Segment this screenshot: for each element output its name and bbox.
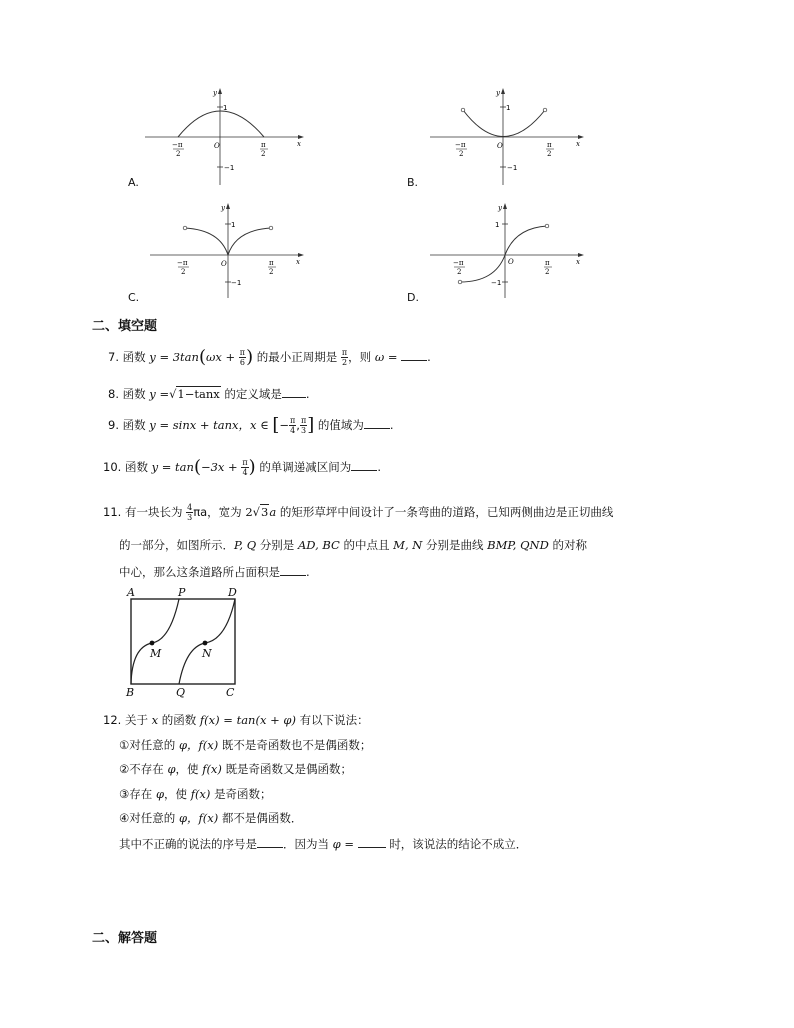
svg-text:−π: −π — [455, 141, 466, 149]
question-12-statement-1: ①对任意的 φ，f(x) 既不是奇函数也不是偶函数； — [119, 738, 372, 752]
svg-text:C: C — [226, 686, 235, 699]
svg-text:π: π — [269, 259, 274, 267]
svg-text:Q: Q — [176, 686, 186, 699]
svg-text:B: B — [126, 686, 135, 699]
question-11-line-3: 中心，那么这条道路所占面积是 . — [119, 565, 310, 579]
question-7: 7. 函数 y = 3tan(ωx + $\frac{\pi}{6}$ ) 的最小正周期是 $\frac{\pi}{2}$ ，则 ω = . — [108, 346, 431, 368]
svg-text:−π: −π — [453, 259, 464, 267]
svg-text:2: 2 — [545, 268, 550, 276]
question-11-line-2: 的一部分，如图所示．P, Q 分别是 AD, BC 的中点且 M, N 分别是曲线 BMP, QND 的对称 — [119, 538, 587, 552]
graph-a — [140, 85, 310, 190]
option-b-label: B. — [407, 176, 419, 189]
graph-d — [425, 200, 590, 300]
svg-text:−1: −1 — [224, 164, 235, 172]
svg-text:1: 1 — [495, 221, 500, 229]
svg-text:π: π — [261, 141, 266, 149]
q12-blank-2 — [358, 835, 386, 848]
graph-c — [145, 200, 310, 300]
svg-text:1: 1 — [223, 104, 228, 112]
graph-a-y-label: y — [213, 89, 217, 97]
question-8: 8. 函数 y =√1−tanx 的定义域是 . — [108, 387, 310, 401]
question-12-intro: 12. 关于 x 的函数 f(x) = tan(x + φ) 有以下说法： — [103, 713, 369, 727]
svg-text:−π: −π — [172, 141, 183, 149]
svg-text:π: π — [545, 259, 550, 267]
question-11-line-1: 11. 有一块长为 $\frac{4}{3}$ πa，宽为 2√3a 的矩形草坪中间设计了一条弯曲的道路，已知两侧曲边是正切曲线 — [103, 503, 614, 522]
svg-text:D: D — [228, 586, 237, 599]
svg-text:2: 2 — [176, 150, 181, 158]
q9-blank — [364, 416, 390, 429]
q12-blank-1 — [257, 835, 283, 848]
q10-blank — [351, 458, 377, 471]
svg-text:π: π — [547, 141, 552, 149]
svg-text:1: 1 — [506, 104, 511, 112]
svg-text:2: 2 — [261, 150, 266, 158]
svg-text:2: 2 — [547, 150, 552, 158]
svg-text:P: P — [178, 586, 186, 599]
question-12-statement-3: ③存在 φ，使 f(x) 是奇函数； — [119, 787, 272, 801]
svg-text:O: O — [497, 142, 503, 150]
svg-text:x: x — [576, 258, 580, 266]
q8-blank — [282, 385, 306, 398]
lawn-figure — [122, 585, 247, 700]
option-c-label: C. — [128, 291, 140, 304]
svg-text:x: x — [576, 140, 580, 148]
svg-text:O: O — [508, 258, 514, 266]
svg-text:y: y — [498, 204, 502, 212]
question-12-statement-4: ④对任意的 φ，f(x) 都不是偶函数． — [119, 811, 303, 825]
svg-text:A: A — [127, 586, 135, 599]
svg-text:−1: −1 — [507, 164, 518, 172]
svg-text:2: 2 — [459, 150, 464, 158]
svg-text:x: x — [297, 140, 301, 148]
svg-text:−1: −1 — [491, 279, 502, 287]
option-a-label: A. — [128, 176, 139, 189]
q7-blank — [401, 348, 427, 361]
svg-text:y: y — [496, 89, 500, 97]
option-d-label: D. — [407, 291, 419, 304]
svg-text:N: N — [202, 647, 212, 660]
question-10: 10. 函数 y = tan(−3x + $\frac{\pi}{4}$ ) 的单调递减区间为 . — [103, 456, 381, 478]
question-12-conclusion: 其中不正确的说法的序号是 ．因为当 φ = 时，该说法的结论不成立． — [119, 837, 528, 851]
svg-text:O: O — [221, 260, 227, 268]
svg-text:M: M — [150, 647, 162, 660]
svg-text:x: x — [296, 258, 300, 266]
section-answer-heading: 二、解答题 — [92, 931, 158, 946]
question-9: 9. 函数 y = sinx + tanx，x ∈ [− $\frac{\pi}{4}$ , $\frac{\pi}{3}$ ] 的值域为 . — [108, 414, 394, 436]
svg-text:O: O — [214, 142, 220, 150]
svg-text:1: 1 — [231, 221, 236, 229]
svg-text:2: 2 — [269, 268, 274, 276]
question-12-statement-2: ②不存在 φ，使 f(x) 既是奇函数又是偶函数； — [119, 762, 353, 776]
svg-text:y: y — [221, 204, 225, 212]
graph-b — [425, 85, 595, 190]
svg-text:2: 2 — [181, 268, 186, 276]
svg-text:−π: −π — [177, 259, 188, 267]
section-fill-in-heading: 二、填空题 — [92, 319, 158, 334]
q11-blank — [280, 563, 306, 576]
svg-text:2: 2 — [457, 268, 462, 276]
svg-text:−1: −1 — [231, 279, 242, 287]
